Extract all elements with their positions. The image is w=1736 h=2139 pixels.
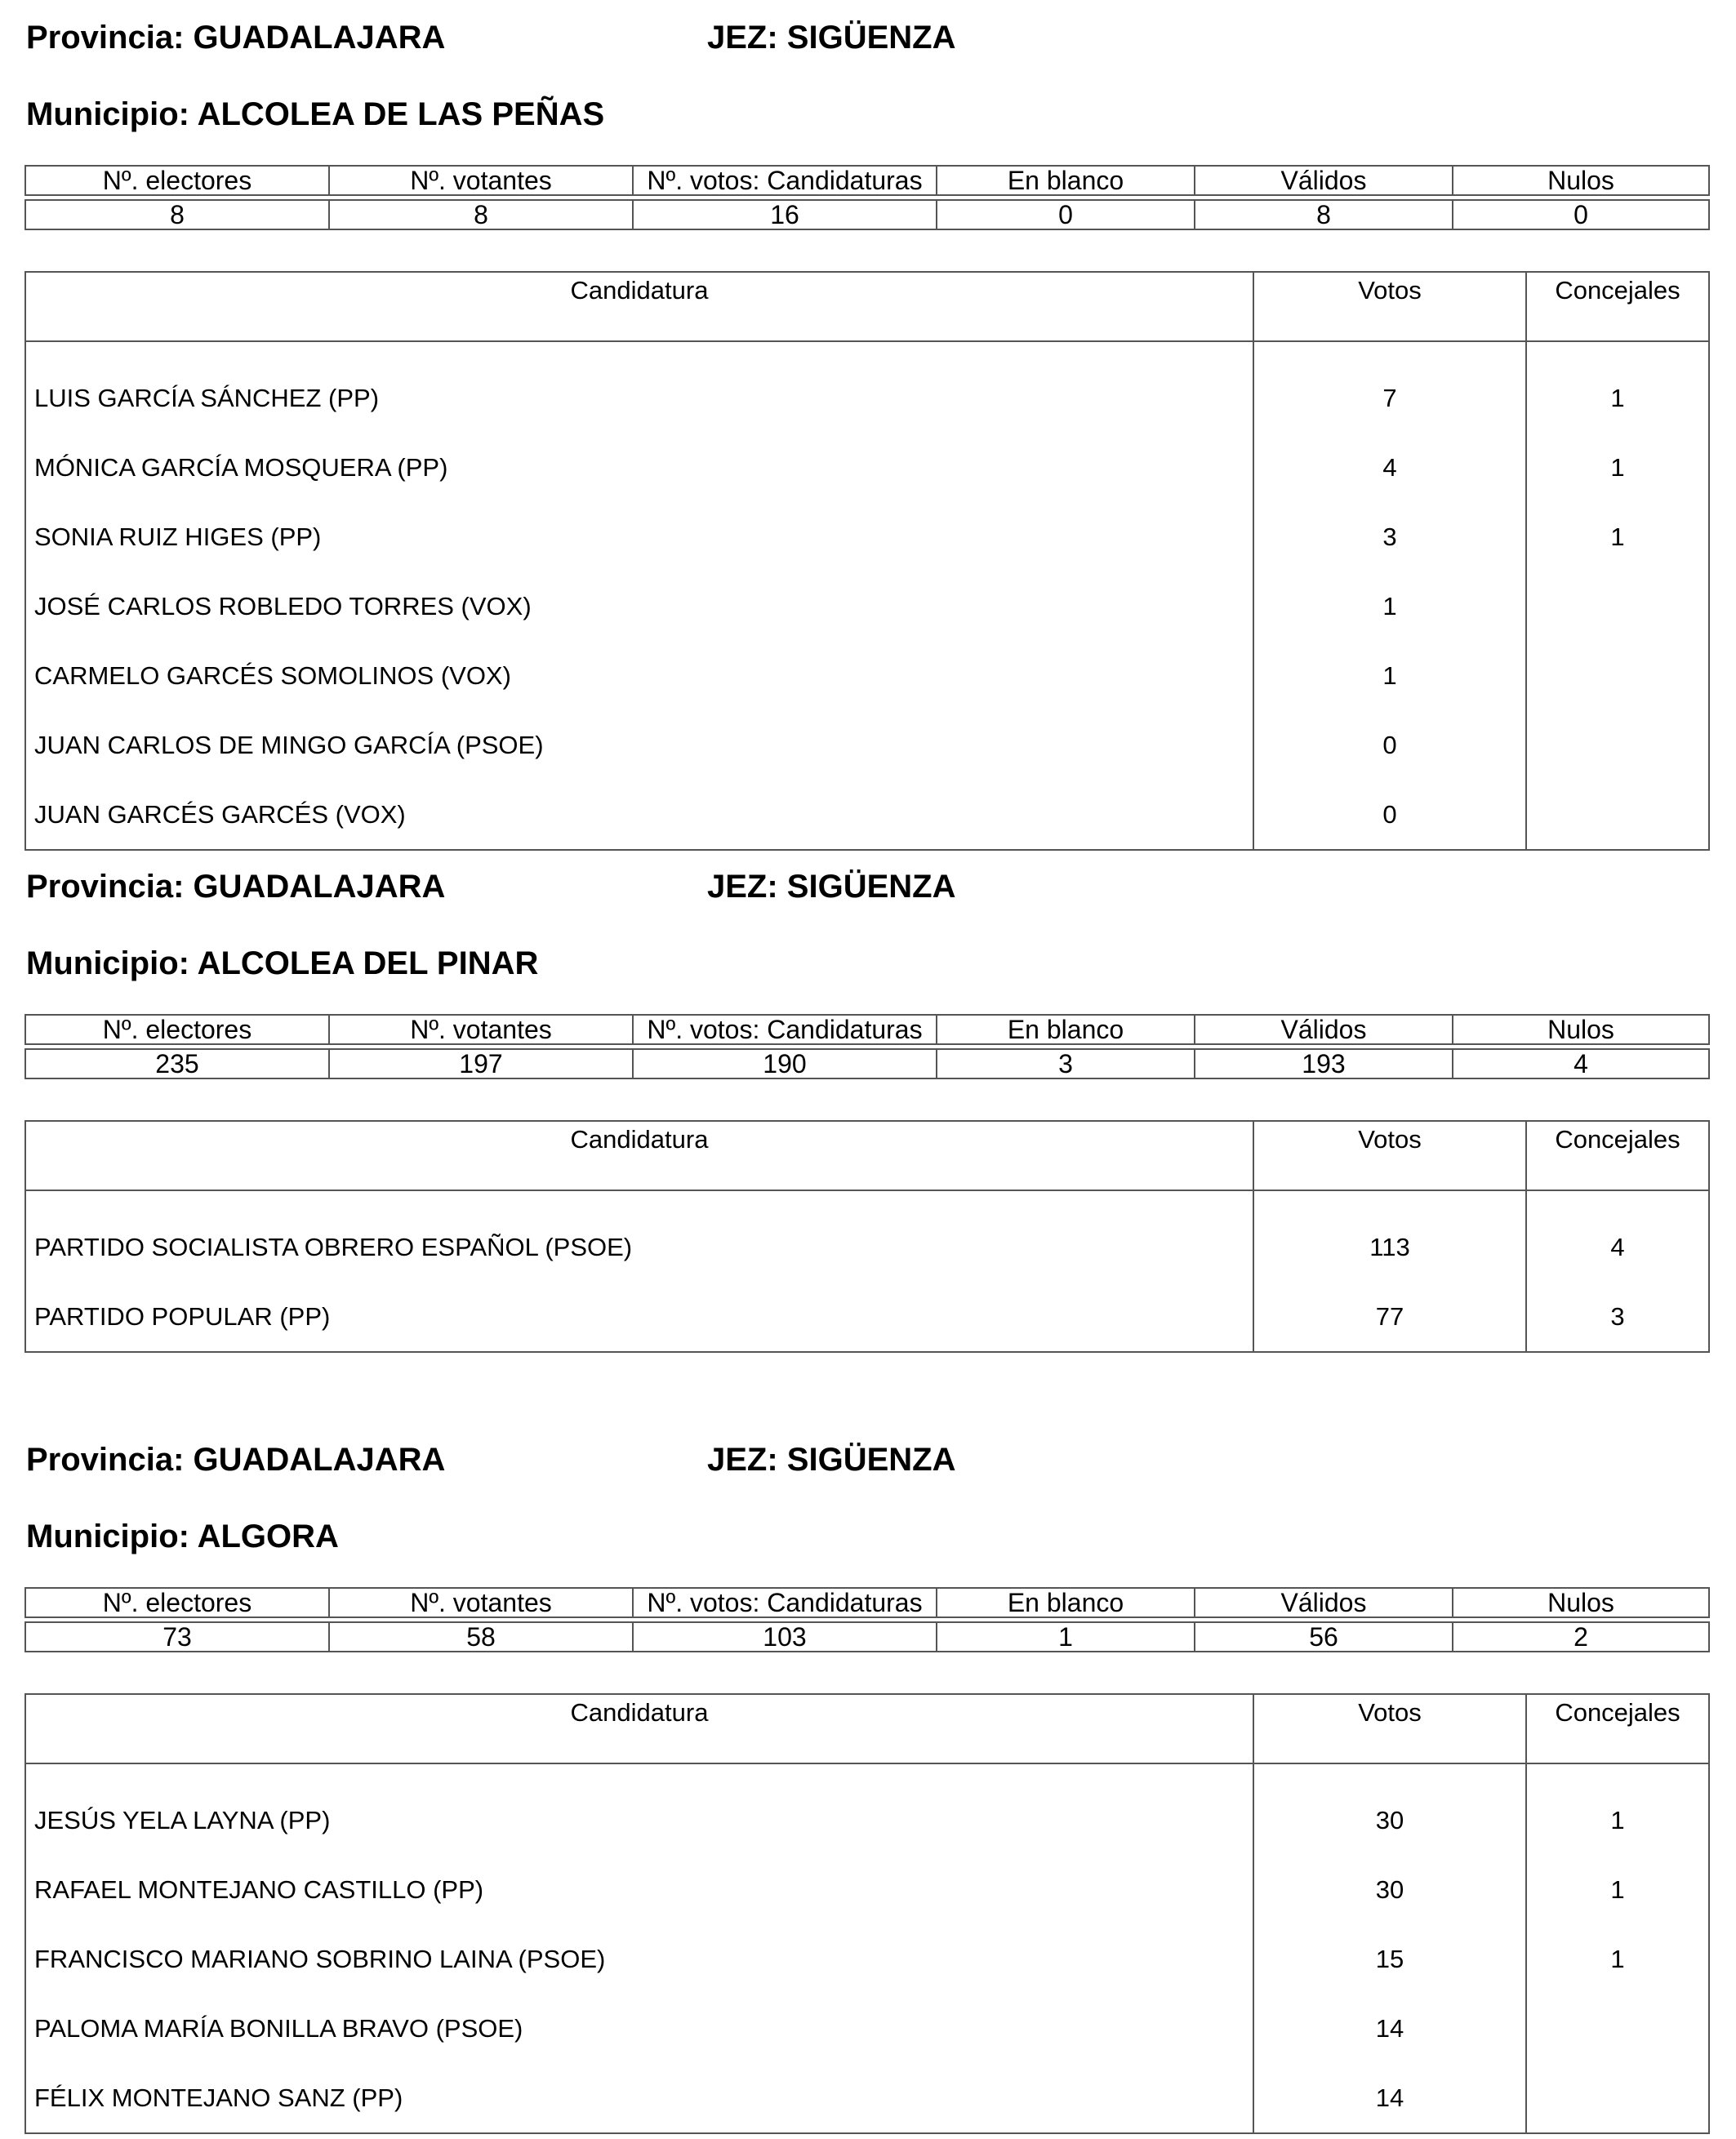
candidato-name: SONIA RUIZ HIGES (PP)	[25, 502, 1253, 571]
provincia-label: Provincia: GUADALAJARA	[26, 20, 446, 56]
summary-header: Nº. votantes	[329, 166, 633, 195]
candidato-name: RAFAEL MONTEJANO CASTILLO (PP)	[25, 1855, 1253, 1924]
candidatura-header: Candidatura	[25, 1121, 1253, 1190]
candidato-name: FÉLIX MONTEJANO SANZ (PP)	[25, 2063, 1253, 2133]
summary-header-row	[25, 1015, 1709, 1044]
candidato-concejales: 1	[1610, 383, 1625, 412]
municipio-title: Municipio: ALCOLEA DE LAS PEÑAS	[26, 96, 605, 132]
table-row	[25, 710, 1709, 780]
candidato-concejales: 1	[1610, 522, 1625, 551]
table-row	[25, 2063, 1709, 2133]
summary-header: Nº. electores	[25, 1588, 329, 1617]
table-row	[25, 780, 1709, 850]
candidato-votos: 3	[1253, 502, 1526, 571]
summary-value: 0	[937, 200, 1195, 229]
candidato-votos: 14	[1253, 2063, 1526, 2133]
candidatura-header-row	[25, 1121, 1709, 1190]
candidato-votos: 77	[1253, 1282, 1526, 1352]
provincia-label: Provincia: GUADALAJARA	[26, 1442, 446, 1478]
votos-header: Votos	[1253, 1694, 1526, 1763]
provincia-line	[26, 1442, 956, 1478]
candidato-concejales: 3	[1610, 1301, 1625, 1331]
summary-value: 73	[25, 1622, 329, 1652]
summary-value-row	[25, 200, 1709, 229]
summary-header: Válidos	[1195, 1015, 1453, 1044]
summary-header: En blanco	[937, 166, 1195, 195]
candidato-votos: 1	[1253, 571, 1526, 641]
table-row	[25, 433, 1709, 502]
summary-value: 8	[25, 200, 329, 229]
summary-value: 2	[1453, 1622, 1709, 1652]
candidatura-header: Candidatura	[25, 1694, 1253, 1763]
candidato-name: PARTIDO SOCIALISTA OBRERO ESPAÑOL (PSOE)	[25, 1190, 1253, 1282]
candidato-name: MÓNICA GARCÍA MOSQUERA (PP)	[25, 433, 1253, 502]
candidatura-header-row	[25, 1694, 1709, 1763]
summary-value: 193	[1195, 1049, 1453, 1078]
candidato-votos: 4	[1253, 433, 1526, 502]
table-row	[25, 571, 1709, 641]
summary-header: Nº. votos: Candidaturas	[633, 166, 937, 195]
candidatura-table	[24, 1120, 1710, 1353]
concejales-header: Concejales	[1526, 1694, 1709, 1763]
summary-value: 0	[1453, 200, 1709, 229]
jez-label: JEZ: SIGÜENZA	[707, 869, 956, 905]
candidatura-header: Candidatura	[25, 272, 1253, 341]
table-row	[25, 1282, 1709, 1352]
candidato-name: JUAN GARCÉS GARCÉS (VOX)	[25, 780, 1253, 850]
concejales-header: Concejales	[1526, 272, 1709, 341]
summary-value: 103	[633, 1622, 937, 1652]
summary-header: Válidos	[1195, 166, 1453, 195]
table-row	[25, 641, 1709, 710]
summary-header: Nº. votantes	[329, 1588, 633, 1617]
summary-value: 197	[329, 1049, 633, 1078]
summary-table	[24, 165, 1710, 230]
summary-header: Nº. votos: Candidaturas	[633, 1588, 937, 1617]
summary-header: En blanco	[937, 1015, 1195, 1044]
candidato-concejales	[1526, 780, 1709, 850]
summary-header-row	[25, 1588, 1709, 1617]
table-row	[25, 1994, 1709, 2063]
summary-header: Nulos	[1453, 1015, 1709, 1044]
summary-value: 190	[633, 1049, 937, 1078]
candidato-name: JOSÉ CARLOS ROBLEDO TORRES (VOX)	[25, 571, 1253, 641]
summary-value: 3	[937, 1049, 1195, 1078]
summary-header: En blanco	[937, 1588, 1195, 1617]
candidato-votos: 30	[1253, 1855, 1526, 1924]
table-row	[25, 502, 1709, 571]
candidato-votos: 7	[1253, 341, 1526, 433]
candidato-concejales	[1526, 641, 1709, 710]
votos-header: Votos	[1253, 1121, 1526, 1190]
summary-value: 16	[633, 200, 937, 229]
candidato-concejales	[1526, 571, 1709, 641]
candidato-votos: 1	[1253, 641, 1526, 710]
concejales-header: Concejales	[1526, 1121, 1709, 1190]
provincia-line	[26, 20, 956, 56]
candidatura-header-row	[25, 272, 1709, 341]
table-row	[25, 1924, 1709, 1994]
summary-header: Nulos	[1453, 166, 1709, 195]
summary-value: 58	[329, 1622, 633, 1652]
candidato-name: JUAN CARLOS DE MINGO GARCÍA (PSOE)	[25, 710, 1253, 780]
candidato-votos: 0	[1253, 710, 1526, 780]
summary-header-row	[25, 166, 1709, 195]
candidato-votos: 113	[1253, 1190, 1526, 1282]
candidato-votos: 0	[1253, 780, 1526, 850]
candidato-concejales	[1526, 1994, 1709, 2063]
summary-value: 8	[329, 200, 633, 229]
summary-header: Nº. votos: Candidaturas	[633, 1015, 937, 1044]
candidato-name: LUIS GARCÍA SÁNCHEZ (PP)	[25, 341, 1253, 433]
table-row	[25, 341, 1709, 433]
summary-value: 4	[1453, 1049, 1709, 1078]
summary-header: Nº. votantes	[329, 1015, 633, 1044]
municipio-title: Municipio: ALGORA	[26, 1519, 339, 1554]
candidato-votos: 30	[1253, 1763, 1526, 1855]
candidato-name: CARMELO GARCÉS SOMOLINOS (VOX)	[25, 641, 1253, 710]
table-row	[25, 1763, 1709, 1855]
summary-value-row	[25, 1049, 1709, 1078]
table-row	[25, 1855, 1709, 1924]
candidato-concejales: 1	[1610, 1874, 1625, 1904]
summary-header: Nº. electores	[25, 1015, 329, 1044]
candidato-concejales: 4	[1610, 1232, 1625, 1261]
summary-header: Nº. electores	[25, 166, 329, 195]
votos-header: Votos	[1253, 272, 1526, 341]
jez-label: JEZ: SIGÜENZA	[707, 1442, 956, 1478]
candidato-name: JESÚS YELA LAYNA (PP)	[25, 1763, 1253, 1855]
candidato-concejales	[1526, 2063, 1709, 2133]
summary-value: 8	[1195, 200, 1453, 229]
table-row	[25, 1190, 1709, 1282]
candidatura-table	[24, 271, 1710, 851]
summary-value: 1	[937, 1622, 1195, 1652]
candidato-concejales	[1526, 710, 1709, 780]
summary-value: 235	[25, 1049, 329, 1078]
candidato-concejales: 1	[1610, 1805, 1625, 1834]
municipio-title: Municipio: ALCOLEA DEL PINAR	[26, 945, 539, 981]
summary-value: 56	[1195, 1622, 1453, 1652]
candidato-concejales: 1	[1610, 1944, 1625, 1973]
candidato-votos: 15	[1253, 1924, 1526, 1994]
candidato-concejales: 1	[1610, 452, 1625, 482]
summary-table	[24, 1014, 1710, 1079]
candidato-name: PARTIDO POPULAR (PP)	[25, 1282, 1253, 1352]
candidato-name: FRANCISCO MARIANO SOBRINO LAINA (PSOE)	[25, 1924, 1253, 1994]
candidatura-table	[24, 1693, 1710, 2134]
candidato-name: PALOMA MARÍA BONILLA BRAVO (PSOE)	[25, 1994, 1253, 2063]
summary-value-row	[25, 1622, 1709, 1652]
candidato-votos: 14	[1253, 1994, 1526, 2063]
provincia-label: Provincia: GUADALAJARA	[26, 869, 446, 905]
summary-table	[24, 1587, 1710, 1652]
summary-header: Nulos	[1453, 1588, 1709, 1617]
provincia-line	[26, 869, 956, 905]
summary-header: Válidos	[1195, 1588, 1453, 1617]
jez-label: JEZ: SIGÜENZA	[707, 20, 956, 56]
